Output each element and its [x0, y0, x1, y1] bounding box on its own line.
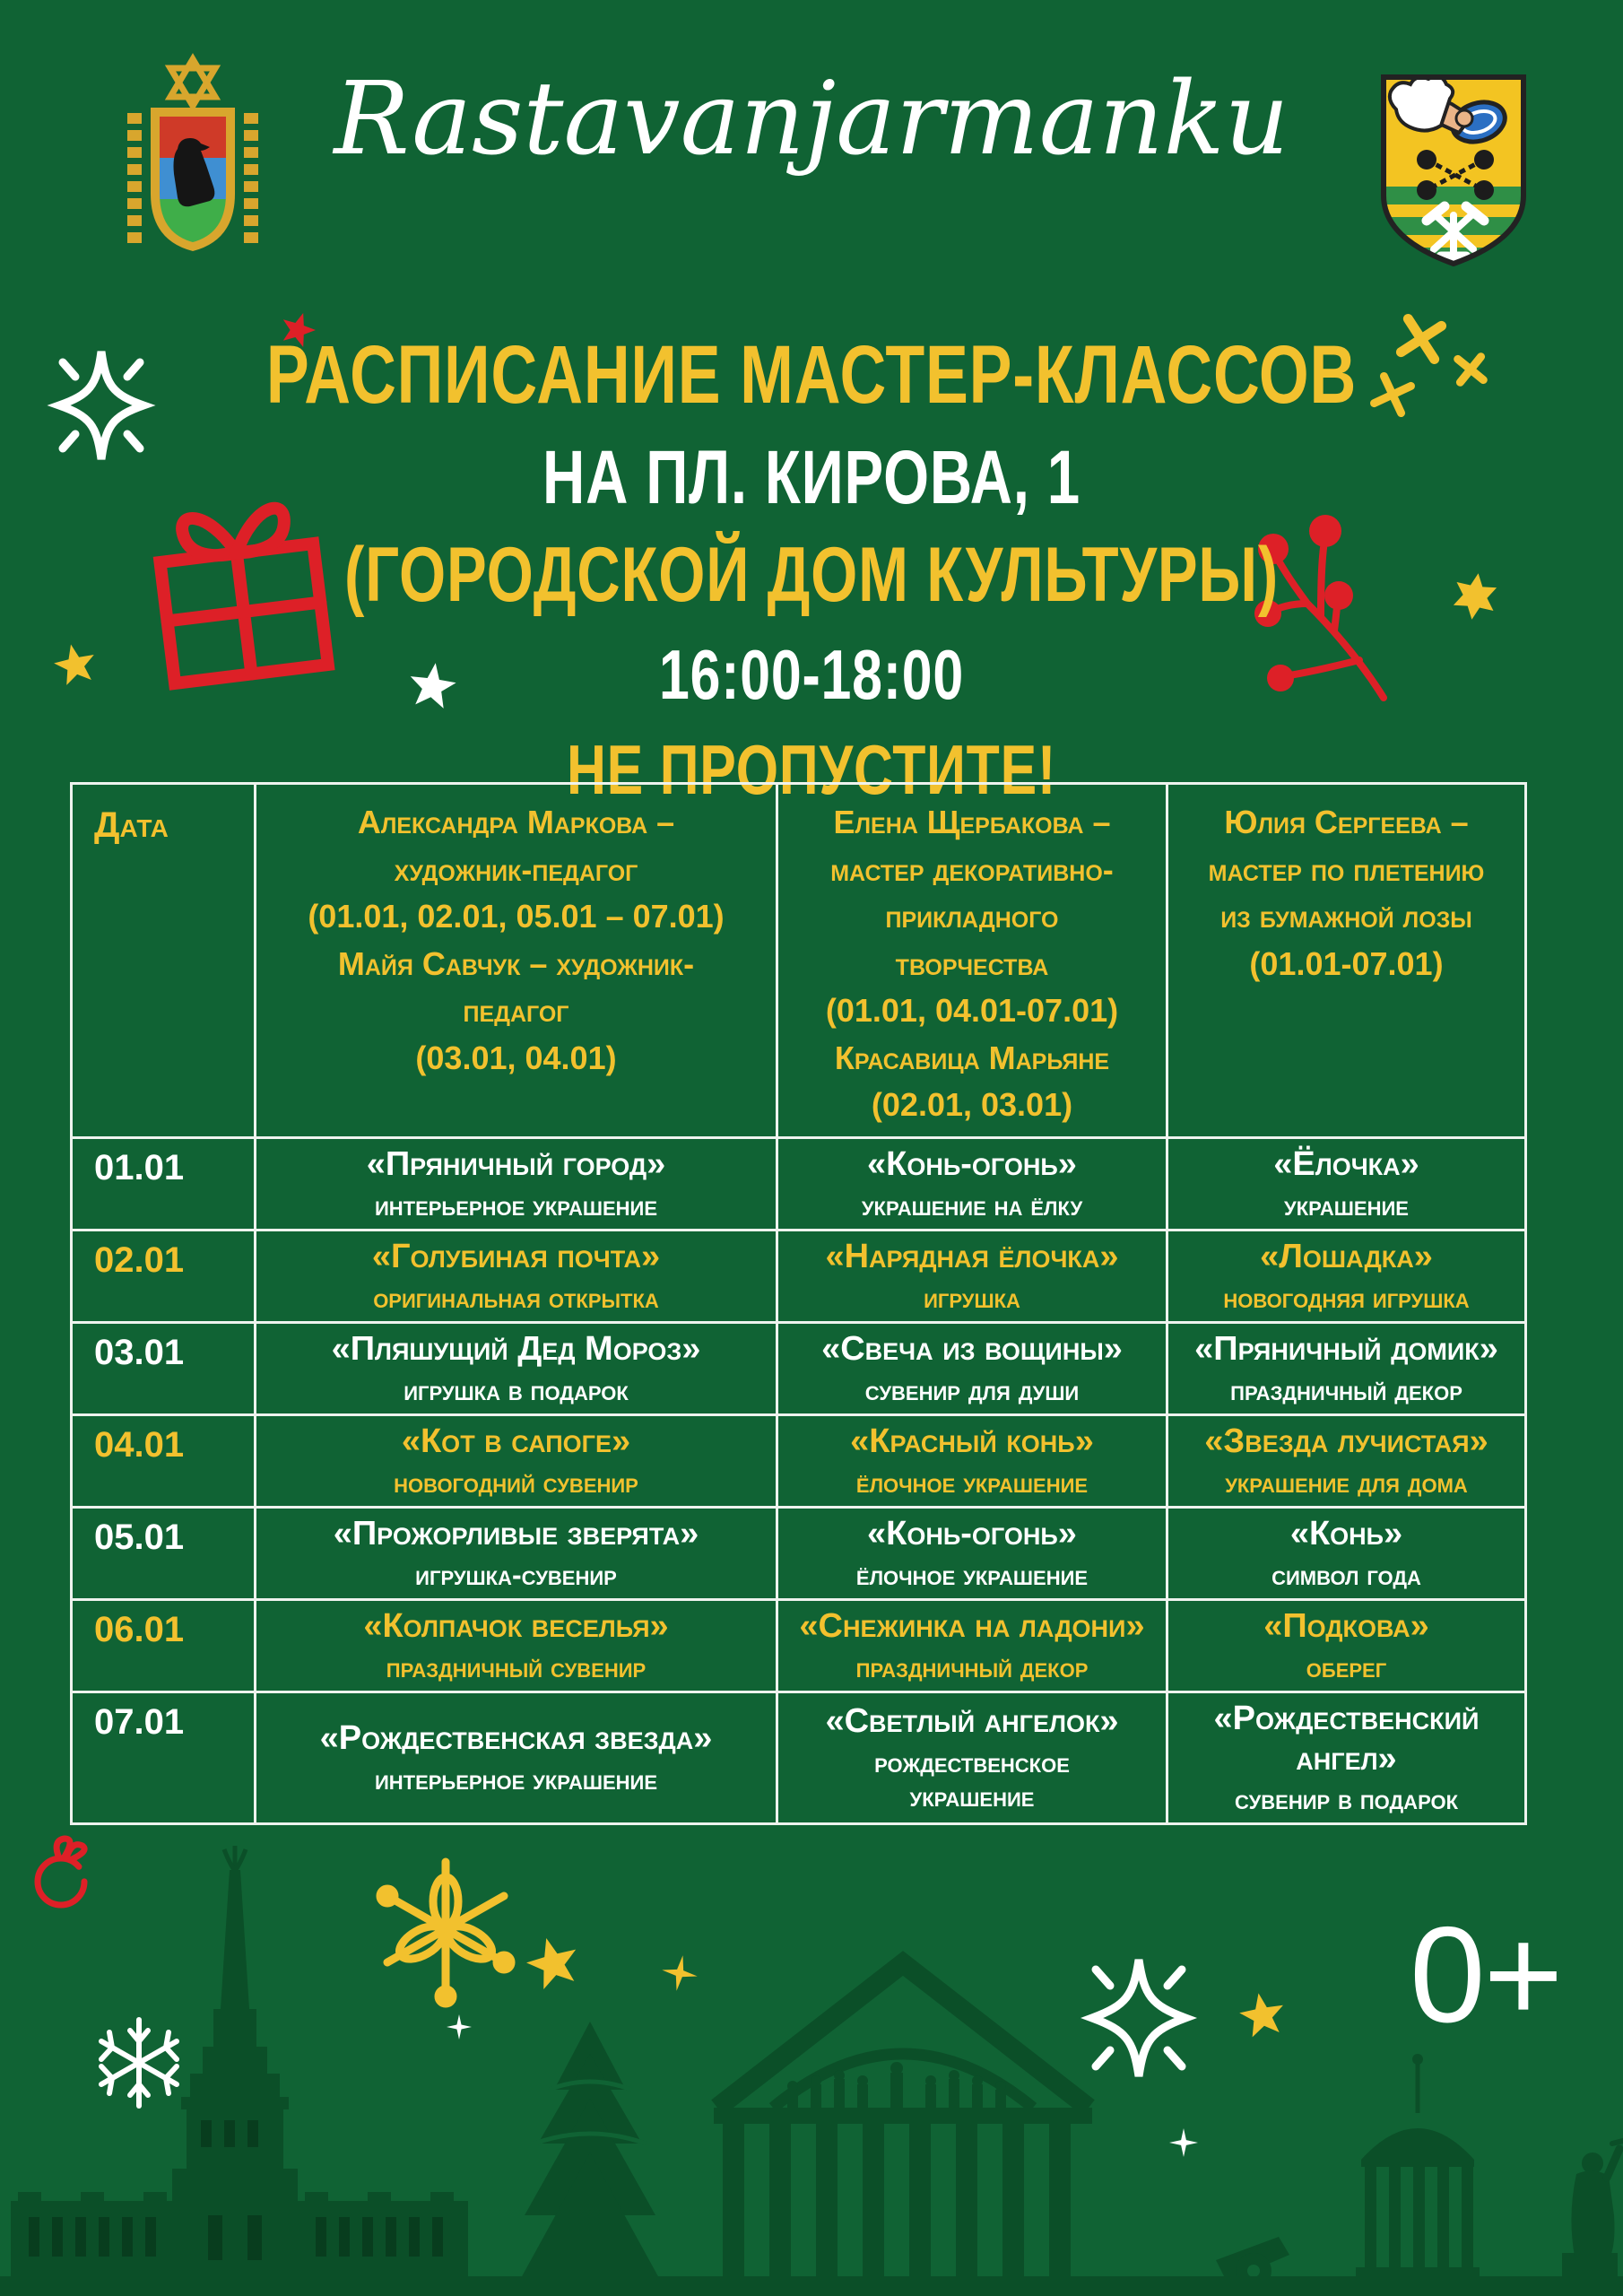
workshop-title: «Пряничный город» [366, 1145, 666, 1184]
workshop-cell [1167, 1322, 1526, 1414]
workshop-subtitle: оберег [1306, 1651, 1387, 1684]
christmas-tree-silhouette [511, 2022, 669, 2296]
title-line-address: НА ПЛ. КИРОВА, 1 [542, 434, 1081, 519]
workshop-subtitle: новогодний сувенир [394, 1466, 638, 1500]
table-row-0601 [72, 1599, 1526, 1692]
expert-line: мастер по плетению [1208, 850, 1485, 888]
expert-line: Александра Маркова – [357, 804, 675, 840]
expert-line: Юлия Сергеева – [1224, 804, 1469, 840]
theater-silhouette [714, 1963, 1092, 2278]
workshop-subtitle: праздничный сувенир [386, 1651, 647, 1684]
workshop-title: «Конь-огонь» [867, 1145, 1077, 1184]
header-expert-1 [256, 784, 777, 1138]
workshop-subtitle: ёлочное украшение [855, 1559, 1089, 1592]
expert-line: художник-педагог [394, 850, 638, 888]
rotunda-silhouette [1356, 2054, 1480, 2278]
workshop-cell [256, 1599, 777, 1692]
expert-line: мастер декоративно- [830, 850, 1114, 888]
white-snowflake [101, 2020, 177, 2106]
workshop-subtitle: новогодняя игрушка [1223, 1282, 1470, 1315]
workshop-title: «Красный конь» [850, 1422, 1094, 1461]
workshop-title: «Нарядная ёлочка» [825, 1238, 1119, 1276]
workshop-subtitle: игрушка-сувенир [415, 1559, 617, 1592]
workshop-cell [1167, 1137, 1526, 1230]
statue-silhouette [1562, 2140, 1623, 2296]
workshop-title: «Подкова» [1263, 1607, 1429, 1646]
table-row-0501 [72, 1507, 1526, 1599]
workshop-title: «Свеча из вощины» [821, 1330, 1123, 1369]
workshop-title: «Ёлочка» [1273, 1145, 1419, 1184]
table-row-0701 [72, 1692, 1526, 1823]
workshop-title: «Звезда лучистая» [1204, 1422, 1488, 1461]
schedule-table [70, 782, 1527, 1825]
workshop-subtitle: праздничный декор [855, 1651, 1089, 1684]
table-row-0101 [72, 1137, 1526, 1230]
yellow-star [522, 1932, 584, 1992]
workshop-cell [1167, 1414, 1526, 1507]
workshop-title: «Прожорливые зверята» [333, 1515, 699, 1553]
table-row-0301 [72, 1322, 1526, 1414]
age-rating: 0+ [1410, 1899, 1562, 2051]
workshop-subtitle: интерьерное украшение [374, 1189, 658, 1222]
ground-strip [0, 2276, 1623, 2296]
workshop-subtitle: сувенир для души [864, 1374, 1080, 1407]
title-line-schedule: РАСПИСАНИЕ МАСТЕР-КЛАССОВ [265, 329, 1358, 421]
expert-line: (01.01, 04.01-07.01) [825, 992, 1119, 1030]
expert-line: прикладного [885, 898, 1059, 935]
workshop-cell [256, 1507, 777, 1599]
workshop-subtitle: игрушка [924, 1282, 1020, 1315]
workshop-cell [777, 1322, 1167, 1414]
red-apple-doodle [38, 1839, 84, 1905]
title-line-venue: (ГОРОДСКОЙ ДОМ КУЛЬТУРЫ) [344, 531, 1279, 618]
workshop-subtitle: игрушка в подарок [404, 1374, 629, 1407]
workshop-cell [256, 1230, 777, 1322]
table-row-0401 [72, 1414, 1526, 1507]
workshop-cell [256, 1414, 777, 1507]
white-sparkle-star [1169, 2128, 1198, 2157]
workshop-title: «Светлый ангелок» [825, 1702, 1119, 1741]
workshop-title: «Конь» [1289, 1515, 1403, 1553]
workshop-subtitle: украшение [1284, 1189, 1409, 1222]
workshop-subtitle: ёлочное украшение [855, 1466, 1089, 1500]
workshop-subtitle: праздничный декор [1230, 1374, 1462, 1407]
workshop-title: «Рождественский ангел» [1213, 1699, 1480, 1778]
expert-line: (02.01, 03.01) [871, 1086, 1073, 1124]
workshop-title: «Кот в сапоге» [401, 1422, 631, 1461]
expert-line: из бумажной лозы [1220, 898, 1472, 935]
yellow-sparkle-star [659, 1952, 700, 1994]
expert-line: (03.01, 04.01) [415, 1039, 617, 1076]
workshop-cell [1167, 1692, 1526, 1823]
sparkle-star-doodle [1092, 1960, 1185, 2076]
workshop-title: «Пряничный домик» [1194, 1330, 1498, 1369]
row-date: 05.01 [72, 1507, 256, 1599]
table-header-row [72, 784, 1526, 1138]
workshop-cell [256, 1692, 777, 1823]
workshop-cell [1167, 1230, 1526, 1322]
workshop-cell [777, 1137, 1167, 1230]
white-sparkle-star [447, 2014, 472, 2039]
header-expert-2 [777, 784, 1167, 1138]
workshop-cell [1167, 1507, 1526, 1599]
workshop-title: «Рождественская звезда» [319, 1719, 713, 1758]
workshop-title: «Снежинка на ладони» [799, 1607, 1145, 1646]
workshop-cell [777, 1507, 1167, 1599]
workshop-cell [777, 1692, 1167, 1823]
workshop-title: «Голубиная почта» [371, 1238, 661, 1276]
workshop-subtitle: интерьерное украшение [374, 1763, 658, 1796]
expert-line: Майя Савчук – художник- [337, 944, 695, 982]
workshop-subtitle: символ года [1271, 1559, 1421, 1592]
row-date: 03.01 [72, 1322, 256, 1414]
workshop-subtitle: оригинальная открытка [373, 1282, 659, 1315]
row-date: 04.01 [72, 1414, 256, 1507]
header-date: Дата [72, 784, 256, 1138]
expert-line: (01.01-07.01) [1249, 944, 1444, 982]
workshop-subtitle: украшение на ёлку [861, 1189, 1083, 1222]
expert-line: Красавица Марьяне [834, 1039, 1110, 1076]
workshop-title: «Колпачок веселья» [363, 1607, 669, 1646]
workshop-cell [256, 1137, 777, 1230]
table-row-0201 [72, 1230, 1526, 1322]
workshop-cell [1167, 1599, 1526, 1692]
yellow-snowflake-doodle [380, 1862, 511, 2004]
workshop-title: «Лошадка» [1260, 1238, 1433, 1276]
brand-script: Rastavanjarmanku [334, 61, 1289, 178]
workshop-cell [777, 1230, 1167, 1322]
header-expert-3 [1167, 784, 1526, 1138]
workshop-cell [777, 1414, 1167, 1507]
workshop-title: «Пляшущий Дед Мороз» [331, 1330, 701, 1369]
expert-line: педагог [463, 992, 569, 1030]
workshop-subtitle: сувенир в подарок [1234, 1783, 1458, 1816]
expert-line: Елена Щербакова – [833, 804, 1111, 840]
title-block [0, 329, 1623, 809]
yellow-star [1237, 1989, 1288, 2039]
row-date: 02.01 [72, 1230, 256, 1322]
row-date: 01.01 [72, 1137, 256, 1230]
row-date: 06.01 [72, 1599, 256, 1692]
expert-line: творчества [895, 944, 1049, 982]
workshop-subtitle: украшение для дома [1225, 1466, 1468, 1500]
row-date: 07.01 [72, 1692, 256, 1823]
workshop-cell [256, 1322, 777, 1414]
workshop-subtitle: рождественское украшение [874, 1745, 1070, 1813]
title-line-cta: НЕ ПРОПУСТИТЕ! [566, 729, 1057, 809]
workshop-cell [777, 1599, 1167, 1692]
expert-line: (01.01, 02.01, 05.01 – 07.01) [308, 898, 725, 935]
workshop-title: «Конь-огонь» [867, 1515, 1077, 1553]
title-line-time: 16:00-18:00 [658, 635, 965, 715]
